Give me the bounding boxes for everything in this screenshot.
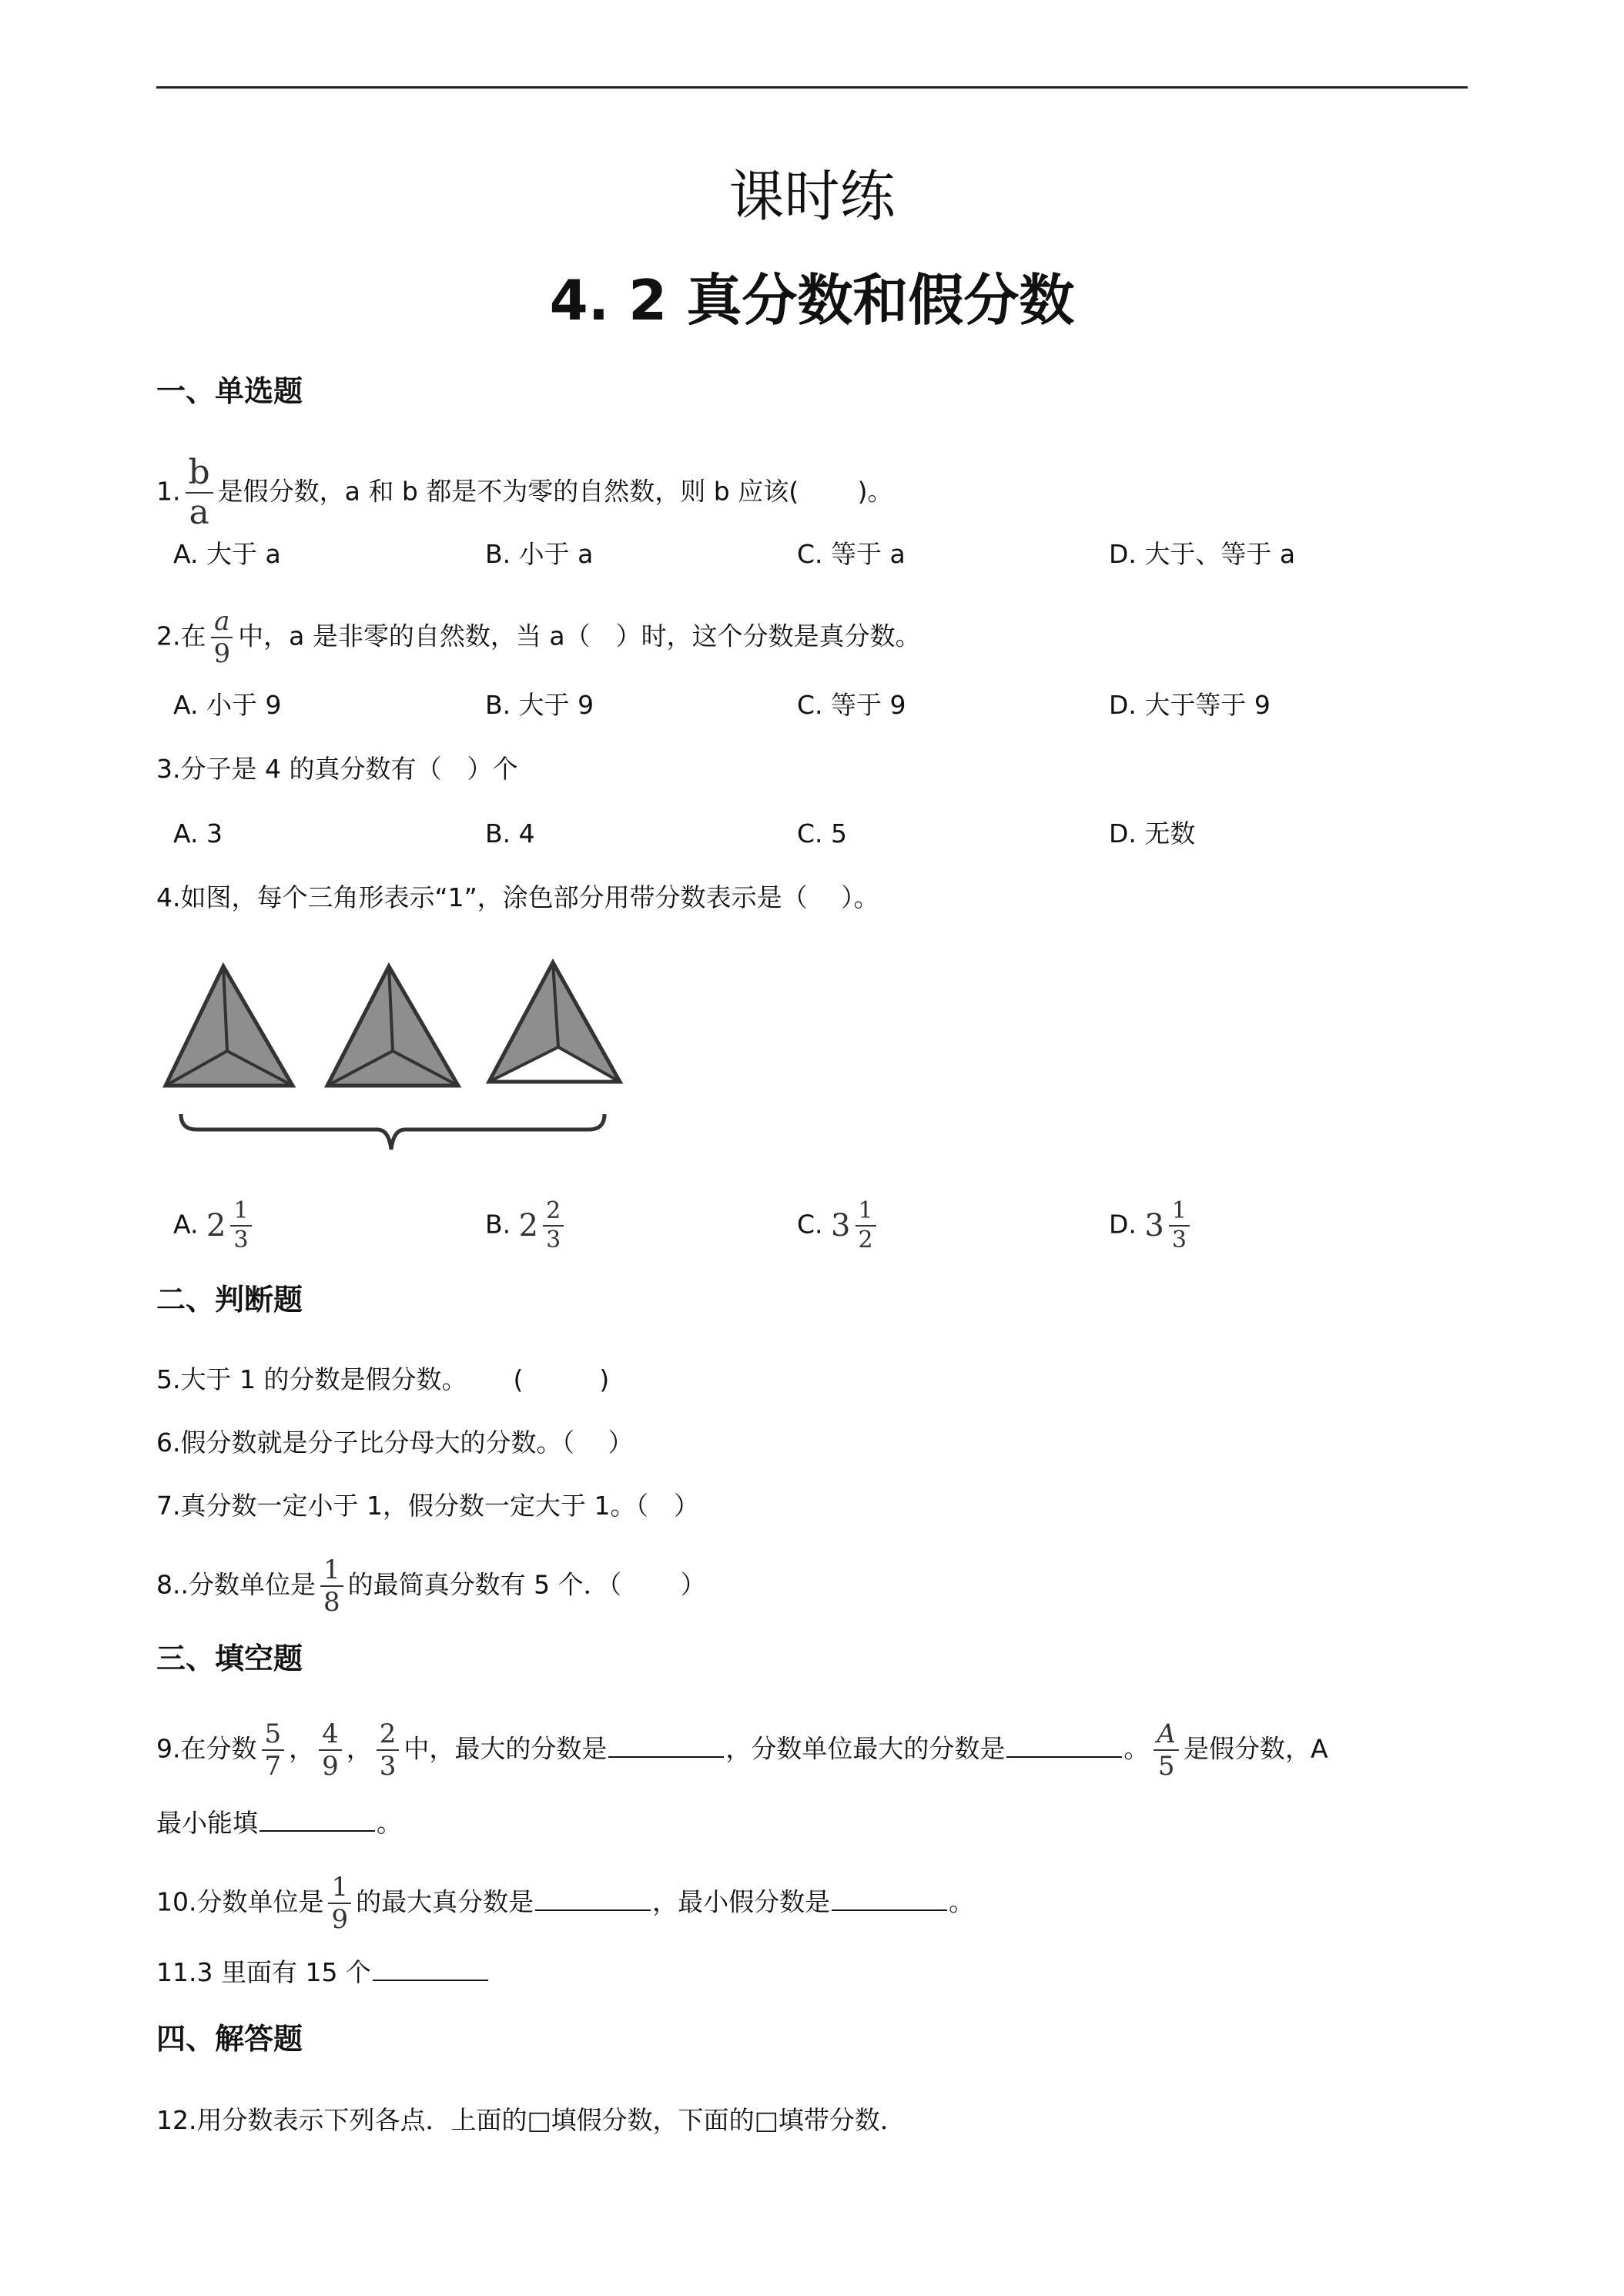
fraction-a-over-9: $\frac{a}{9}$	[211, 608, 234, 667]
option-a[interactable]: A. 3	[173, 818, 223, 848]
question-4-options	[173, 1197, 1444, 1253]
option-b[interactable]: B. 小于 a	[485, 539, 594, 569]
question-10: 10.分数单位是 $\frac{1}{9}$ 的最大真分数是 ，最小假分数是 。	[156, 1872, 975, 1935]
answer-blank[interactable]	[832, 1885, 947, 1911]
option-c[interactable]: C. 3 $\frac{1}{2}$	[797, 1200, 1109, 1252]
question-2-prefix: 2.在	[156, 621, 206, 651]
option-d[interactable]: D. 大于等于 9	[1109, 690, 1271, 720]
question-2	[156, 608, 921, 667]
triangle-1	[166, 966, 293, 1086]
triangles-figure	[154, 951, 647, 1174]
answer-blank[interactable]	[608, 1732, 724, 1758]
option-a[interactable]: A. 2 $\frac{1}{3}$	[173, 1200, 485, 1252]
option-a[interactable]: A. 小于 9	[173, 690, 282, 720]
header-rule	[156, 86, 1468, 89]
section-heading-single-choice: 一、单选题	[156, 374, 303, 408]
question-1-number: 1.	[156, 476, 181, 507]
fraction-2-over-3: $\frac{2}{3}$	[377, 1721, 400, 1779]
brace	[181, 1114, 604, 1150]
page-title: 课时练	[728, 164, 896, 229]
question-9: 9.在分数 $\frac{5}{7}$ ， $\frac{4}{9}$ ， $\frac{2}{3}$ 中，最大的分数是 ，分数单位最大的分数是 。 $\frac{A}{5}$ 是假分数，A	[156, 1719, 1328, 1782]
option-b[interactable]: B. 2 $\frac{2}{3}$	[485, 1200, 797, 1252]
option-c[interactable]: C. 等于 a	[797, 539, 906, 569]
question-3-options	[173, 814, 1444, 854]
answer-blank[interactable]	[1006, 1732, 1122, 1758]
section-heading-fill-in: 三、填空题	[156, 1642, 303, 1675]
fraction-1-over-8: $\frac{1}{8}$	[320, 1557, 343, 1615]
question-9-line-2: 最小能填 。	[156, 1803, 402, 1843]
question-3: 3.分子是 4 的真分数有（ ）个	[156, 754, 518, 784]
option-b[interactable]: B. 大于 9	[485, 690, 594, 720]
fraction-A-over-5: $\frac{A}{5}$	[1154, 1721, 1179, 1779]
question-1-options	[173, 534, 1444, 574]
question-7: 7.真分数一定小于 1，假分数一定大于 1。（ ）	[156, 1491, 699, 1521]
fraction-4-over-9: $\frac{4}{9}$	[319, 1721, 342, 1779]
option-d[interactable]: D. 大于、等于 a	[1109, 539, 1296, 569]
question-11: 11.3 里面有 15 个	[156, 1953, 490, 1993]
question-4: 4.如图，每个三角形表示“1”，涂色部分用带分数表示是（ ）。	[156, 882, 879, 912]
question-2-text: 中，a 是非零的自然数，当 a（ ）时，这个分数是真分数。	[238, 621, 921, 651]
question-5: 5.大于 1 的分数是假分数。 ( )	[156, 1364, 610, 1394]
question-8: 8..分数单位是 $\frac{1}{8}$ 的最简真分数有 5 个．（ ）	[156, 1555, 706, 1618]
question-6: 6.假分数就是分子比分母大的分数。（ ）	[156, 1427, 634, 1458]
option-c[interactable]: C. 等于 9	[797, 690, 906, 720]
question-2-options	[173, 685, 1444, 725]
fraction-1-over-9: $\frac{1}{9}$	[328, 1874, 351, 1933]
answer-blank[interactable]	[373, 1955, 488, 1981]
question-12: 12.用分数表示下列各点．上面的□填假分数，下面的□填带分数．	[156, 2105, 906, 2135]
question-1	[156, 453, 893, 532]
section-heading-true-false: 二、判断题	[156, 1283, 303, 1317]
triangles-figure-svg	[154, 951, 647, 1174]
triangle-3	[489, 962, 620, 1082]
fraction-5-over-7: $\frac{5}{7}$	[262, 1721, 285, 1779]
answer-blank[interactable]	[535, 1885, 651, 1911]
triangle-2	[327, 966, 458, 1086]
fraction-b-over-a: $\frac{b}{a}$	[186, 456, 213, 530]
section-heading-solve: 四、解答题	[156, 2022, 303, 2056]
page-subtitle: 4. 2 真分数和假分数	[549, 268, 1075, 333]
option-d[interactable]: D. 无数	[1109, 818, 1196, 848]
option-c[interactable]: C. 5	[797, 818, 848, 848]
option-b[interactable]: B. 4	[485, 818, 535, 848]
answer-blank[interactable]	[260, 1806, 375, 1832]
option-d[interactable]: D. 3 $\frac{1}{3}$	[1109, 1200, 1421, 1252]
option-a[interactable]: A. 大于 a	[173, 539, 281, 569]
question-1-text: 是假分数，a 和 b 都是不为零的自然数，则 b 应该( )。	[217, 476, 893, 507]
